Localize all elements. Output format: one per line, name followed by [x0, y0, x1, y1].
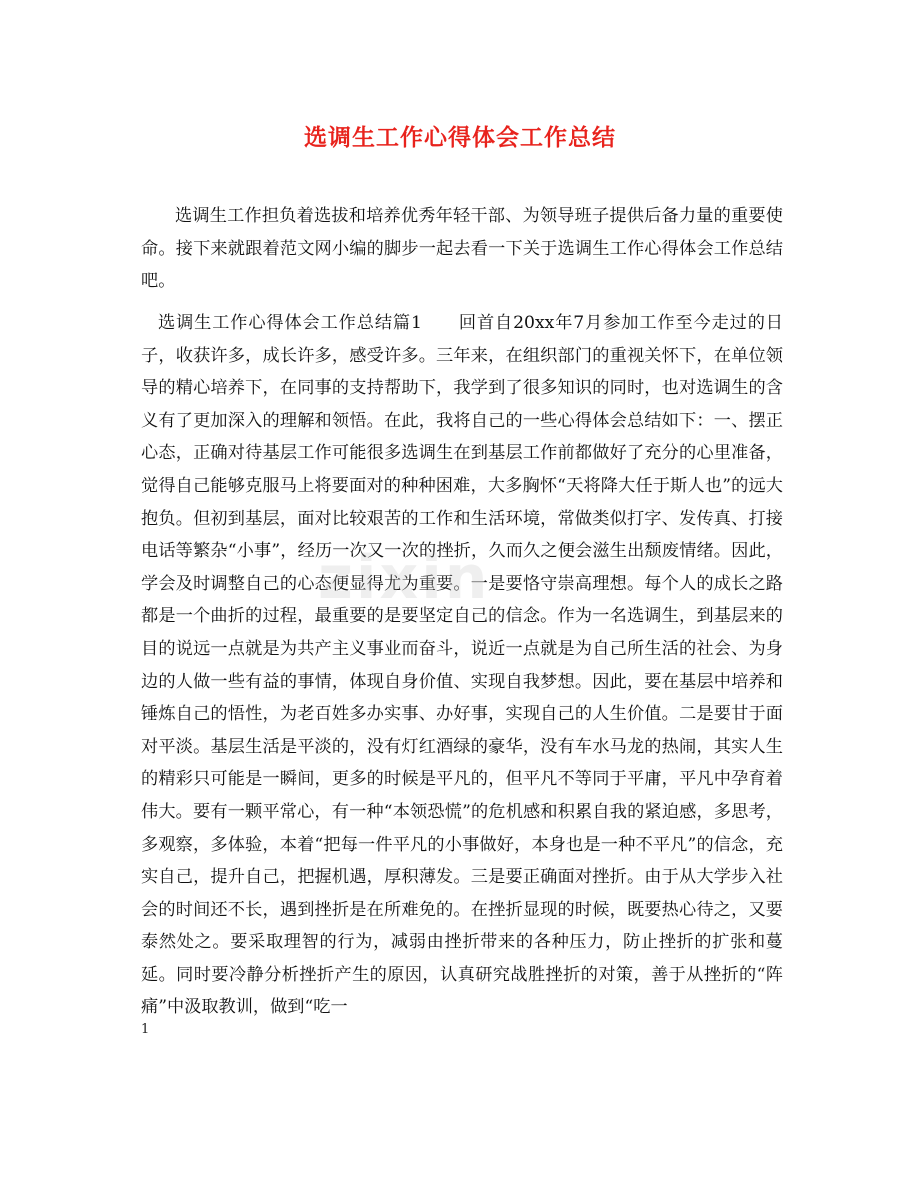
- body-paragraph: 选调生工作心得体会工作总结篇1 回首自20xx年7月参加工作至今走过的日子，收获许多，成长许多，感受许多。三年来，在组织部门的重视关怀下，在单位领导的精心培养下，在同事的支持帮助下，我学到了很多知识的同时，也对选调生的含义有了更加深入的理解和领悟。在此，我将自己的一些心得体会总结如下：一、摆正心态，正确对待基层工作可能很多选调生在到基层工作前都做好了充分的心里准备，觉得自己能够克服马上将要面对的种种困难，大多胸怀“天将降大任于斯人也”的远大抱负。但初到基层，面对比较艰苦的工作和生活环境，常做类似打字、发传真、打接电话等繁杂“小事”，经历一次又一次的挫折，久而久之便会滋生出颓废情绪。因此，学会及时调整自己的心态便显得尤为重要。一是要恪守崇高理想。每个人的成长之路都是一个曲折的过程，最重要的是要坚定自己的信念。作为一名选调生，到基层来的目的说远一点就是为共产主义事业而奋斗，说近一点就是为自己所生活的社会、为身边的人做一些有益的事情，体现自身价值、实现自我梦想。因此，要在基层中培养和锤炼自己的悟性，为老百姓多办实事、办好事，实现自己的人生价值。二是要甘于面对平淡。基层生活是平淡的，没有灯红酒绿的豪华，没有车水马龙的热闹，其实人生的精彩只可能是一瞬间，更多的时候是平凡的，但平凡不等同于平庸，平凡中孕育着伟大。要有一颗平常心，有一种“本领恐慌”的危机感和积累自我的紧迫感，多思考，多观察，多体验，本着“把每一件平凡的小事做好，本身也是一种不平凡”的信念，充实自己，提升自己，把握机遇，厚积薄发。三是要正确面对挫折。由于从大学步入社会的时间还不长，遇到挫折是在所难免的。在挫折显现的时候，既要热心待之，又要泰然处之。要采取理智的行为，减弱由挫折带来的各种压力，防止挫折的扩张和蔓延。同时要冷静分析挫折产生的原因，认真研究战胜挫折的对策，善于从挫折的“阵痛”中汲取教训，做到“吃一: [141, 313, 783, 1018]
- intro-paragraph: 选调生工作担负着选拔和培养优秀年轻干部、为领导班子提供后备力量的重要使命。接下来就跟着范文网小编的脚步一起去看一下关于选调生工作心得体会工作总结吧。: [141, 206, 783, 292]
- page-number: 1: [141, 1022, 150, 1037]
- document-title: 选调生工作心得体会工作总结: [304, 124, 616, 151]
- watermark: zixin: [318, 543, 491, 613]
